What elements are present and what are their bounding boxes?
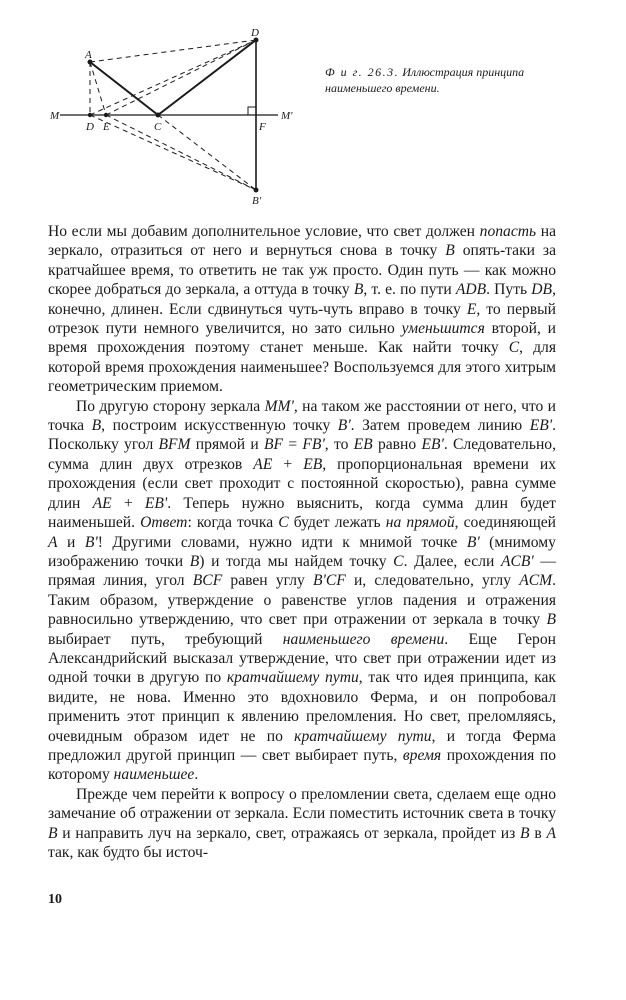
italic-run: C <box>278 514 289 532</box>
right-angle-mark <box>248 107 256 115</box>
italic-run: ACM <box>519 572 553 590</box>
text-run: выбирает путь, требующий <box>48 630 283 648</box>
label-M-prime: M' <box>281 110 293 122</box>
italic-run: B' <box>466 533 480 551</box>
italic-run: BFM <box>158 436 191 454</box>
text-run: равно <box>372 436 422 454</box>
text-run: на зеркало, отразиться от него и вернуться снова в точку <box>48 223 556 260</box>
italic-run: Ответ <box>140 514 188 532</box>
italic-run: C <box>393 552 404 570</box>
text-run: = <box>283 436 303 454</box>
text-run: . Поскольку угол <box>48 417 556 454</box>
text-run: , пропорциональная времени их прохождения (если свет проходит с постоянной скоростью), равна сумме длин <box>48 455 556 512</box>
italic-run: B' <box>337 417 351 435</box>
text-run: . Далее, если <box>403 552 501 570</box>
text-run: . Еще Герон Александрийский высказал утверждение, что свет при отражении идет из одной точки в другую по <box>48 630 556 687</box>
italic-run: MM' <box>264 397 294 415</box>
text-run: + <box>272 455 304 473</box>
text-run: в <box>529 824 547 842</box>
text-run: , и тогда Ферма предложил другой принцип — свет выбирает путь, <box>48 727 556 764</box>
line-EB <box>106 40 256 115</box>
text-run: , на таком же расстоянии от него, что и точка <box>48 397 557 435</box>
italic-run: A <box>48 533 58 551</box>
body-text <box>48 222 556 862</box>
label-M: M <box>50 110 60 122</box>
text-run: опять-таки за кратчайшее время, то ответить не так уж просто. Один путь — как можно скорее добраться до зеркала, а оттуда в точку <box>48 242 556 299</box>
text-run: , то <box>324 436 354 454</box>
text-run: Но если мы добавим дополнительное условие, что свет должен <box>48 223 480 240</box>
italic-run: B <box>189 552 200 570</box>
text-run: ) и тогда мы найдем точку <box>199 552 394 570</box>
text-run: . <box>194 766 199 784</box>
line-EB-prime <box>106 115 256 190</box>
italic-run: A <box>546 824 556 842</box>
italic-run: E <box>466 300 477 318</box>
text-run: прямой и <box>190 436 265 454</box>
text-run: будет лежать <box>288 514 386 532</box>
italic-run: AE <box>253 455 273 473</box>
label-A: A <box>85 49 92 61</box>
text-run: Прежде чем перейти к вопросу о преломлении света, сделаем еще одно замечание об отражении от зеркала. Если поместить источник света в точку <box>48 785 556 823</box>
italic-run: EB' <box>144 494 168 512</box>
text-run: + <box>111 494 145 512</box>
text-run: , так что идея принципа, как видите, не нова. Именно это вдохновило Ферма, и он попробовал применить этот принцип к явлению преломления. Но свет, преломляясь, очевидным образом идет не по <box>48 669 556 745</box>
text-run: (мнимому изображению точки <box>48 533 556 570</box>
italic-run: уменьшится <box>401 320 485 338</box>
figure-caption <box>325 64 565 96</box>
italic-run: B <box>353 281 364 299</box>
text-run: прохождения по которому <box>48 746 557 784</box>
paragraph <box>48 397 556 785</box>
italic-run: B <box>520 824 530 842</box>
italic-run: EB <box>353 436 373 454</box>
italic-run: C <box>508 339 520 357</box>
page-number: 10 <box>48 892 62 907</box>
italic-run: B <box>91 417 102 435</box>
point-D <box>88 113 92 117</box>
italic-run: ACB' <box>500 552 534 570</box>
point-E <box>104 113 108 117</box>
caption-label: Ф и г. 26.3. <box>325 65 400 79</box>
label-B-prime: B' <box>252 195 262 207</box>
italic-run: B <box>48 824 58 842</box>
label-D: D <box>86 121 94 133</box>
line-AE <box>90 62 106 115</box>
italic-run: кратчайшему пути <box>226 669 359 687</box>
text-run: — прямая линия, угол <box>48 552 556 590</box>
italic-run: BCF <box>192 572 223 590</box>
text-run: , т. е. по пути <box>363 281 456 299</box>
text-run: . Следовательно, сумма длин двух отрезков <box>48 436 556 473</box>
text-run: , для которой время прохождения наименьшее? Воспользуемся для этого хитрым геометрическим приемом. <box>48 339 556 396</box>
italic-run: B' <box>84 533 98 551</box>
text-run: , конечно, длинен. Если сдвинуться чуть-чуть вправо в точку <box>48 281 556 318</box>
italic-run: B <box>546 611 556 629</box>
text-run: . Теперь нужно выяснить, когда сумма длин будет наименьшей. <box>48 494 556 532</box>
italic-run: BF <box>264 436 284 454</box>
point-C <box>156 113 161 118</box>
italic-run: DB <box>531 281 553 299</box>
text-run: второй, и время прохождения поэтому станет меньше. Как найти точку <box>48 320 556 357</box>
text-run: По другую сторону зеркала <box>76 397 265 415</box>
italic-run: FB' <box>302 436 325 454</box>
text-run: , соединяющей <box>454 514 556 532</box>
italic-run: ADB <box>455 281 487 299</box>
label-E: E <box>103 121 110 133</box>
text-run: и <box>57 533 85 551</box>
text-run: . Путь <box>486 281 532 299</box>
italic-run: на прямой <box>385 514 455 532</box>
text-run: так, как будто бы источ- <box>48 844 209 861</box>
label-C: C <box>154 121 162 133</box>
text-run: и, следовательно, углу <box>345 572 520 590</box>
text-run: , построим искусственную точку <box>101 417 338 435</box>
text-run: ! Другими словами, нужно идти к мнимой точке <box>97 533 467 551</box>
text-run: : когда точка <box>187 514 279 532</box>
mirror-diagram <box>50 22 320 212</box>
paragraph <box>48 222 556 397</box>
italic-run: AE <box>92 494 112 512</box>
caption-text: Иллюстрация принципа наименьшего времени. <box>325 65 525 95</box>
text-run: равен углу <box>222 572 313 590</box>
figure-26-3 <box>50 22 320 212</box>
italic-run: наименьшее <box>113 766 195 784</box>
italic-run: кратчайшему пути <box>294 727 432 745</box>
italic-run: EB' <box>529 417 553 435</box>
italic-run: наименьшего времени <box>282 630 445 648</box>
italic-run: время <box>402 746 442 764</box>
italic-run: EB' <box>421 436 444 454</box>
paragraph <box>48 785 556 863</box>
italic-run: попасть <box>479 223 537 240</box>
text-run: . Затем проведем линию <box>350 417 530 435</box>
point-B-prime <box>254 188 259 193</box>
italic-run: EB <box>303 455 323 473</box>
text-run: , то первый отрезок пути немного увеличится, но зато сильно <box>48 300 557 338</box>
label-B-top: D <box>251 27 259 39</box>
italic-run: B'CF <box>312 572 346 590</box>
text-run: . Таким образом, утверждение о равенстве углов падения и отражения равносильно утверждению, что свет при отражении от зеркала в точку <box>48 572 557 629</box>
italic-run: B <box>445 242 455 260</box>
label-F: F <box>259 121 266 133</box>
text-run: и направить луч на зеркало, свет, отражаясь от зеркала, пройдет из <box>57 824 521 842</box>
